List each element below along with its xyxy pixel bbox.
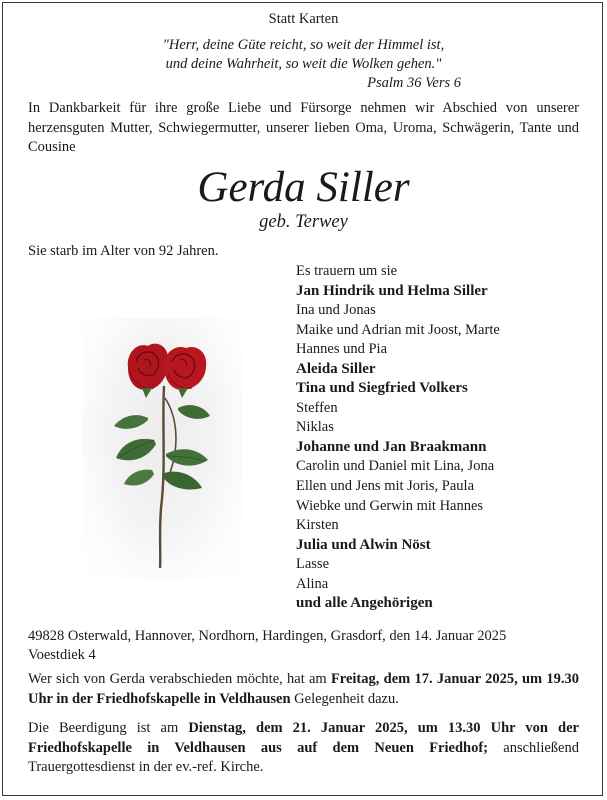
mourner-family-name: Jan Hindrik und Helma Siller (296, 282, 488, 299)
mourner-name: Ellen und Jens mit Joris, Paula (296, 478, 475, 495)
quote-line-1: "Herr, deine Güte reicht, so weit der Himmel ist, (162, 37, 445, 53)
farewell-part-1: Wer sich von Gerda verabschieden möchte, hat am (28, 671, 331, 687)
mourner-name: Lasse (296, 556, 330, 573)
statt-karten: Statt Karten (268, 11, 339, 27)
red-roses-icon (82, 318, 242, 578)
mourner-name: Niklas (296, 419, 334, 436)
intro-text: In Dankbarkeit für ihre große Liebe und Fürsorge nehmen wir Abschied von unserer herzensguten Mutter, Schwiegermutter, unserer lieben Oma, Uroma, Schwägerin, Tante und Cousine (28, 100, 579, 155)
mourner-family-name: Aleida Siller (296, 360, 376, 377)
rose-photo (82, 318, 242, 578)
mourner-family-name: Julia und Alwin Nöst (296, 536, 431, 553)
age-line: Sie starb im Alter von 92 Jahren. (28, 243, 219, 259)
mourners-heading: Es trauern um sie (296, 263, 398, 279)
deceased-name: Gerda Siller (197, 164, 410, 211)
mourner-family-name: Tina und Siegfried Volkers (296, 380, 468, 397)
mourner-name: Steffen (296, 399, 338, 416)
mourner-family-name: und alle Angehörigen (296, 595, 433, 612)
mourner-name: Ina und Jonas (296, 302, 376, 319)
mourners-list (296, 262, 500, 614)
mourner-name: Kirsten (296, 517, 339, 534)
maiden-name: geb. Terwey (259, 212, 348, 232)
mourner-name: Wiebke und Gerwin mit Hannes (296, 497, 484, 514)
funeral-text (28, 719, 579, 778)
mourner-family-name: Johanne und Jan Braakmann (296, 438, 487, 455)
quote-source: Psalm 36 Vers 6 (367, 75, 461, 91)
farewell-part-2: Gelegenheit dazu. (290, 690, 399, 707)
mourner-name: Maike und Adrian mit Joost, Marte (296, 321, 500, 338)
farewell-text (28, 670, 579, 709)
funeral-part-1: Die Beerdigung ist am (28, 720, 189, 736)
funeral-date-place: Dienstag, dem 21. Januar 2025, um 13.30 Uhr von der Friedhofskapelle in Veldhausen aus auf dem Neuen Friedhof; (28, 720, 579, 756)
mourner-name: Carolin und Daniel mit Lina, Jona (296, 458, 495, 475)
address-line-2: Voestdiek 4 (28, 647, 96, 663)
mourner-name: Alina (296, 575, 329, 592)
farewell-date-place: Freitag, dem 17. Januar 2025, um 19.30 Uhr in der Friedhofskapelle in Veldhausen (28, 671, 579, 707)
quote-line-2: und deine Wahrheit, so weit die Wolken gehen." (165, 56, 442, 72)
address-line-1: 49828 Osterwald, Hannover, Nordhorn, Hardingen, Grasdorf, den 14. Januar 2025 (28, 628, 507, 644)
mourner-name: Hannes und Pia (296, 341, 388, 358)
funeral-part-2: anschließend Trauergottesdienst in der ev.-ref. Kirche. (28, 739, 579, 775)
